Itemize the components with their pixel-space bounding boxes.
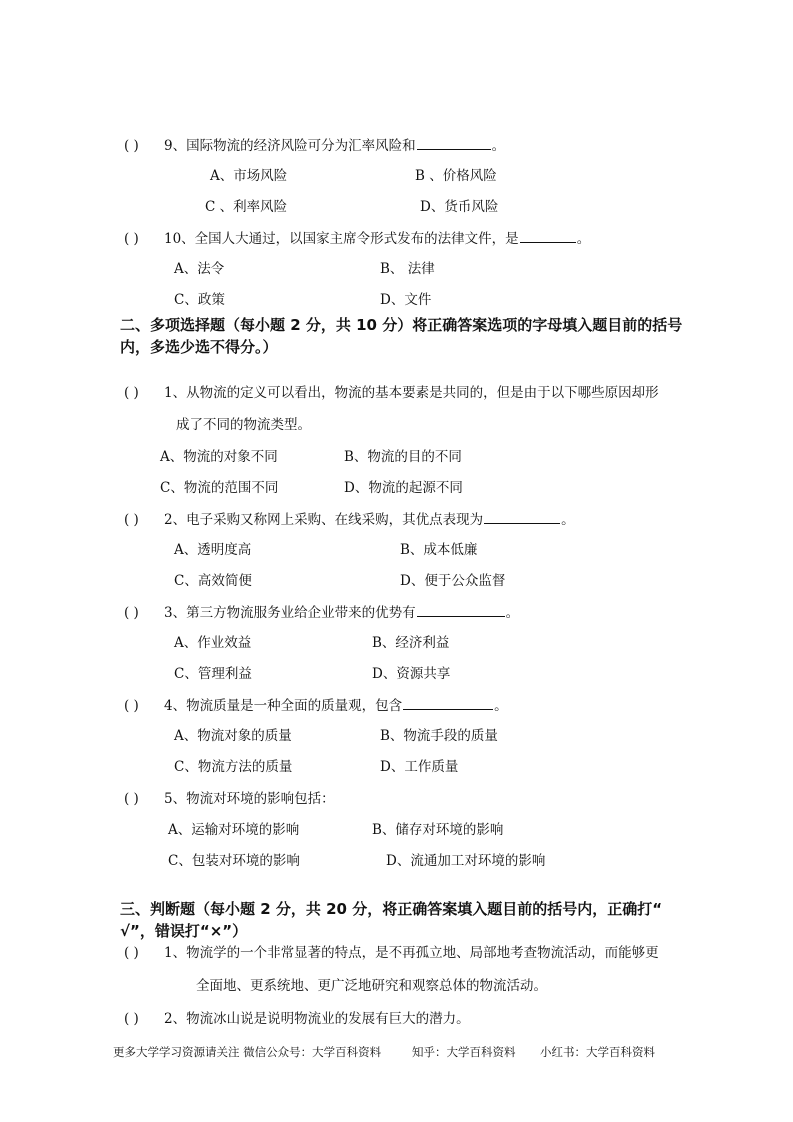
footer-zhihu: 知乎：大学百科资料 — [412, 1045, 516, 1059]
option-d[interactable]: D、资源共享 — [372, 666, 451, 682]
option-a[interactable]: A、物流对象的质量 — [174, 728, 292, 744]
question-2: ( ) 2、电子采购又称网上采购、在线采购，其优点表现为 。 — [124, 512, 575, 528]
option-b[interactable]: B、储存对环境的影响 — [372, 822, 504, 838]
question-text: 4、物流质量是一种全面的质量观，包含 — [164, 698, 403, 714]
option-c[interactable]: C、物流的范围不同 — [160, 480, 279, 496]
option-a[interactable]: A、物流的对象不同 — [160, 449, 278, 465]
option-b[interactable]: B、物流手段的质量 — [380, 728, 498, 744]
option-d[interactable]: D、货币风险 — [420, 199, 499, 215]
option-a[interactable]: A、法令 — [174, 261, 225, 277]
answer-paren[interactable]: ( ) — [124, 385, 139, 401]
section-heading-true-false: 三、判断题（每小题 2 分，共 20 分，将正确答案填入题目前的括号内，正确打“ √”，错误打“×”） — [120, 900, 663, 940]
answer-paren[interactable]: ( ) — [124, 1011, 139, 1027]
question-text-continued: 全面地、更系统地、更广泛地研究和观察总体的物流活动。 — [196, 978, 547, 994]
option-c[interactable]: C、高效简便 — [174, 573, 252, 589]
answer-paren[interactable]: ( ) — [124, 791, 139, 807]
question-1 — [124, 384, 659, 402]
answer-blank[interactable] — [417, 603, 505, 617]
answer-paren[interactable]: ( ) — [124, 512, 139, 528]
question-9: ( ) 9、国际物流的经济风险可分为汇率风险和 。 — [124, 138, 506, 154]
footer-wechat: 更多大学学习资源请关注 微信公众号：大学百科资料 — [113, 1045, 382, 1059]
question-text: 2、电子采购又称网上采购、在线采购，其优点表现为 — [164, 512, 484, 528]
footer-xiaohongshu: 小红书：大学百科资料 — [540, 1045, 655, 1059]
question-text-continued: 成了不同的物流类型。 — [176, 417, 311, 433]
answer-blank[interactable] — [484, 510, 560, 524]
answer-paren[interactable]: ( ) — [124, 231, 139, 247]
question-5 — [124, 790, 335, 808]
option-c[interactable]: C 、利率风险 — [205, 199, 288, 215]
answer-paren[interactable]: ( ) — [124, 138, 139, 154]
option-d[interactable]: D、流通加工对环境的影响 — [386, 853, 546, 869]
option-b[interactable]: B、 法律 — [380, 261, 435, 277]
option-c[interactable]: C、包装对环境的影响 — [168, 853, 300, 869]
question-text: 3、第三方物流服务业给企业带来的优势有 — [164, 605, 416, 621]
section-heading-multiple-choice: 二、多项选择题（每小题 2 分，共 10 分）将正确答案选项的字母填入题目前的括号内，多选少选不得分。） — [120, 316, 683, 356]
option-c[interactable]: C、管理利益 — [174, 666, 252, 682]
question-text: 2、物流冰山说是说明物流业的发展有巨大的潜力。 — [164, 1011, 470, 1027]
option-b[interactable]: B、经济利益 — [372, 635, 450, 651]
option-d[interactable]: D、文件 — [380, 292, 432, 308]
answer-blank[interactable] — [520, 229, 576, 243]
option-c[interactable]: C、物流方法的质量 — [174, 759, 293, 775]
option-a[interactable]: A、透明度高 — [174, 542, 252, 558]
option-d[interactable]: D、物流的起源不同 — [344, 480, 463, 496]
option-b[interactable]: B、成本低廉 — [400, 542, 478, 558]
option-d[interactable]: D、便于公众监督 — [400, 573, 506, 589]
option-d[interactable]: D、工作质量 — [380, 759, 459, 775]
option-a[interactable]: A、市场风险 — [210, 168, 288, 184]
answer-paren[interactable]: ( ) — [124, 698, 139, 714]
answer-blank[interactable] — [417, 136, 491, 150]
question-text: 10、全国人大通过，以国家主席令形式发布的法律文件，是 — [164, 231, 519, 247]
question-text: 5、物流对环境的影响包括： — [164, 791, 335, 807]
answer-paren[interactable]: ( ) — [124, 945, 139, 961]
option-b[interactable]: B 、价格风险 — [415, 168, 497, 184]
question-10: ( ) 10、全国人大通过，以国家主席令形式发布的法律文件，是 。 — [124, 231, 591, 247]
question-text: 9、国际物流的经济风险可分为汇率风险和 — [164, 138, 416, 154]
option-a[interactable]: A、运输对环境的影响 — [168, 822, 300, 838]
judgement-question-2 — [124, 1010, 470, 1028]
question-text: 1、从物流的定义可以看出，物流的基本要素是共同的，但是由于以下哪些原因却形 — [164, 385, 659, 401]
answer-paren[interactable]: ( ) — [124, 605, 139, 621]
question-4: ( ) 4、物流质量是一种全面的质量观，包含 。 — [124, 698, 508, 714]
question-3: ( ) 3、第三方物流服务业给企业带来的优势有 。 — [124, 605, 520, 621]
answer-blank[interactable] — [403, 696, 493, 710]
option-b[interactable]: B、物流的目的不同 — [344, 449, 462, 465]
option-c[interactable]: C、政策 — [174, 292, 225, 308]
option-a[interactable]: A、作业效益 — [174, 635, 252, 651]
judgement-question-1 — [124, 944, 659, 962]
question-text: 1、物流学的一个非常显著的特点，是不再孤立地、局部地考查物流活动，而能够更 — [164, 945, 659, 961]
